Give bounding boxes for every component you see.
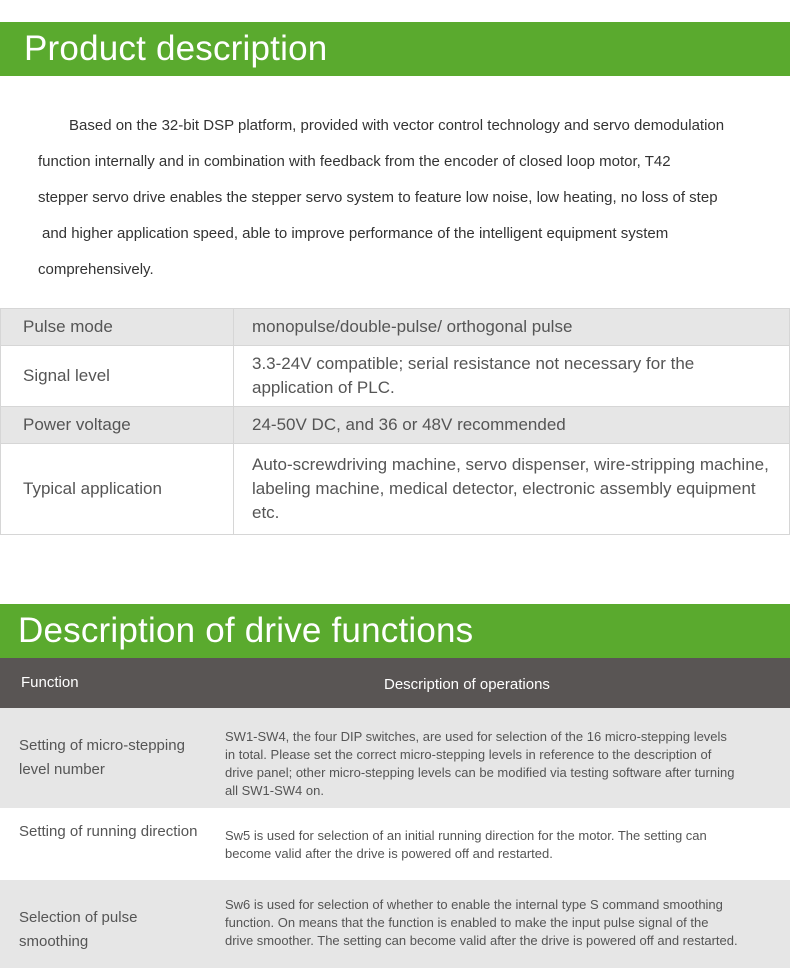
intro-line: comprehensively. xyxy=(38,261,154,278)
spec-value: 3.3-24V compatible; serial resistance not necessary for the application of PLC. xyxy=(234,346,790,407)
function-name: Selection of pulse smoothing xyxy=(19,909,138,950)
function-description xyxy=(225,728,785,800)
function-name: Setting of running direction xyxy=(19,823,198,840)
function-name: Setting of micro-stepping level number xyxy=(19,737,185,778)
desc-line: SW1-SW4, the four DIP switches, are used for selection of the 16 micro-stepping levels xyxy=(225,729,727,744)
function-table-header xyxy=(0,658,790,708)
desc-line: all SW1-SW4 on. xyxy=(225,783,324,798)
intro-line: and higher application speed, able to improve performance of the intelligent equipment system xyxy=(42,225,669,242)
section-title-drive-functions: Description of drive functions xyxy=(0,604,790,658)
spec-key: Signal level xyxy=(1,346,234,407)
function-row xyxy=(0,708,790,808)
spec-row xyxy=(1,309,790,346)
function-row xyxy=(0,880,790,968)
function-row xyxy=(0,808,790,880)
spec-value: 24-50V DC, and 36 or 48V recommended xyxy=(234,407,790,444)
spec-row xyxy=(1,346,790,407)
spec-value: monopulse/double-pulse/ orthogonal pulse xyxy=(234,309,790,346)
function-description xyxy=(225,896,785,950)
desc-line: in total. Please set the correct micro-stepping levels in reference to the description of xyxy=(225,747,712,762)
desc-line: Sw6 is used for selection of whether to enable the internal type S command smoothing xyxy=(225,897,723,912)
function-description xyxy=(225,827,785,863)
header-function: Function xyxy=(21,674,79,691)
desc-line: drive panel; other micro-stepping levels can be modified via testing software after turning xyxy=(225,765,735,780)
spec-key: Pulse mode xyxy=(1,309,234,346)
intro-line: stepper servo drive enables the stepper servo system to feature low noise, low heating, no loss of step xyxy=(38,189,718,206)
product-intro-paragraph xyxy=(38,108,778,288)
desc-line: become valid after the drive is powered off and restarted. xyxy=(225,846,553,861)
spec-key: Power voltage xyxy=(1,407,234,444)
intro-line: Based on the 32-bit DSP platform, provided with vector control technology and servo demodulation xyxy=(69,117,725,134)
desc-line: drive smoother. The setting can become valid after the drive is powered off and restarted. xyxy=(225,933,738,948)
desc-line: function. On means that the function is enabled to make the input pulse signal of the xyxy=(225,915,709,930)
desc-line: Sw5 is used for selection of an initial running direction for the motor. The setting can xyxy=(225,828,707,843)
header-description: Description of operations xyxy=(384,676,550,693)
spec-value: Auto-screwdriving machine, servo dispenser, wire-stripping machine, labeling machine, medical detector, electronic assembly equipment etc. xyxy=(234,444,790,535)
intro-line: function internally and in combination with feedback from the encoder of closed loop motor, T42 xyxy=(38,153,671,170)
spec-table xyxy=(0,308,790,535)
spec-key: Typical application xyxy=(1,444,234,535)
spec-row xyxy=(1,444,790,535)
section-title-product-description: Product description xyxy=(0,22,790,76)
spec-row xyxy=(1,407,790,444)
